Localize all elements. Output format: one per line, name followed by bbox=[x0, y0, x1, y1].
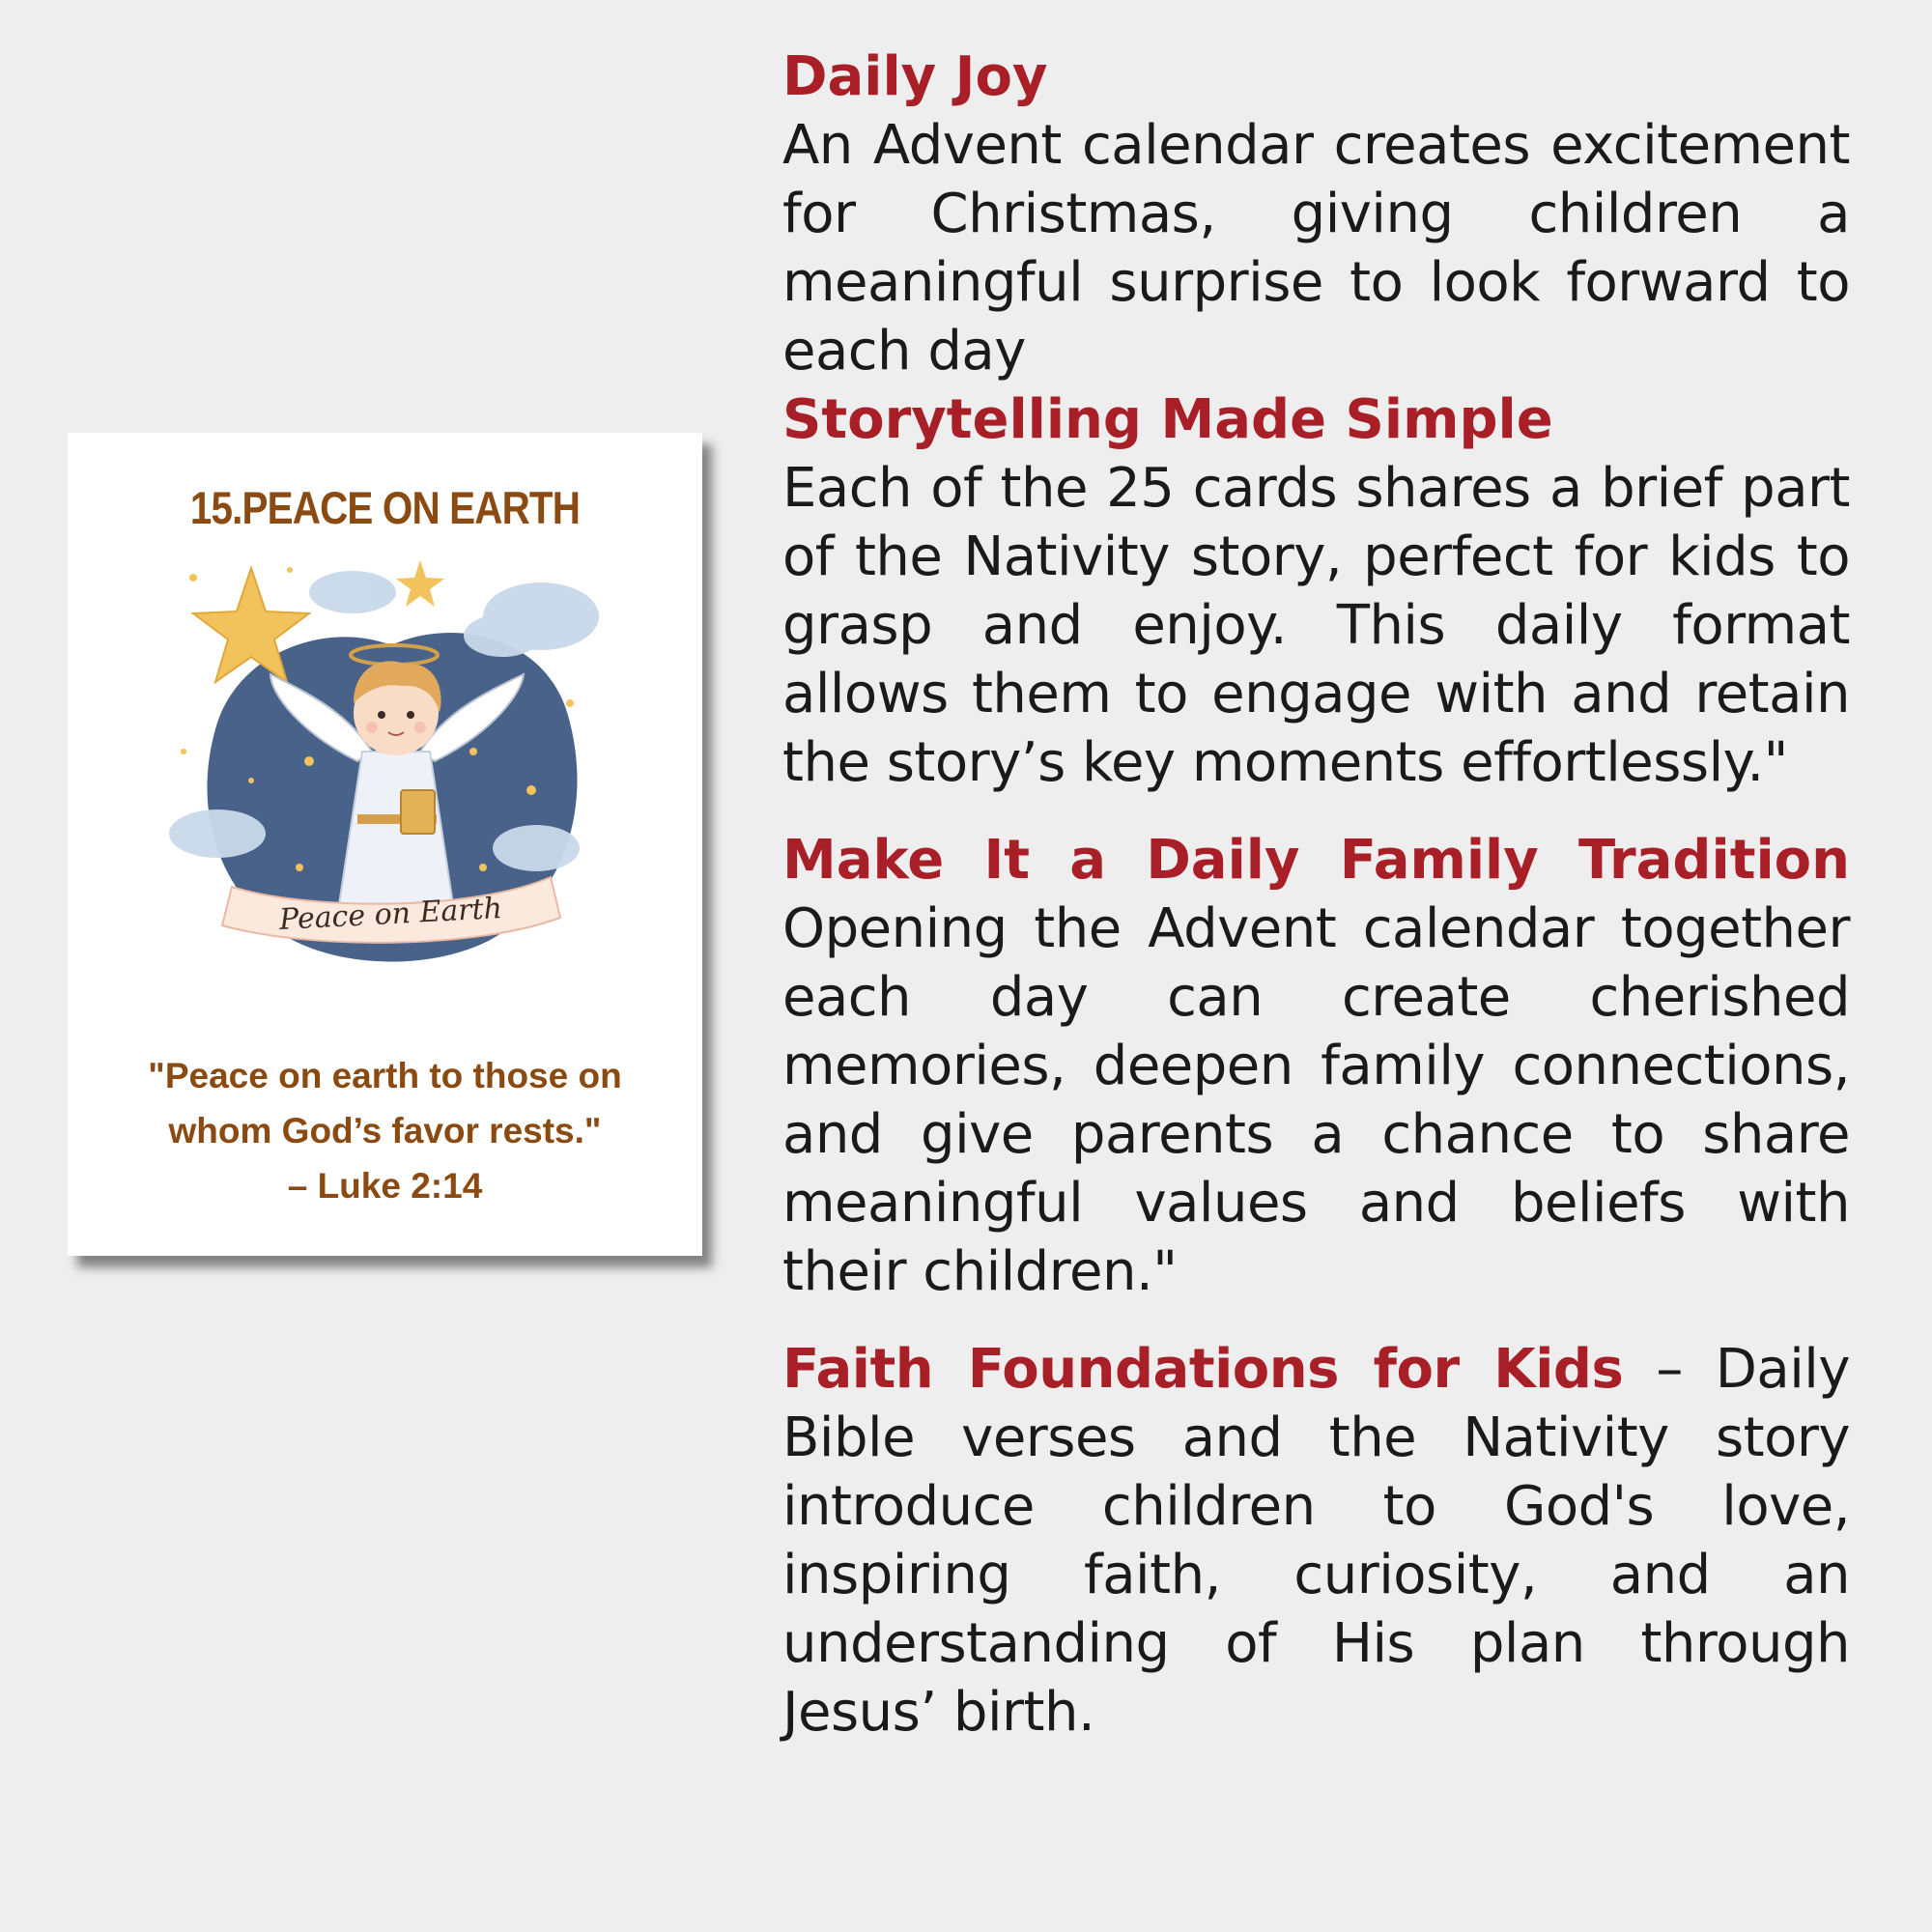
book-icon bbox=[401, 790, 435, 834]
section-body: Each of the 25 cards shares a brief part of the Nativity story, perfect for kids to grasp and enjoy. This daily format allows them to engage with and retain the story’s key moments effortlessly." bbox=[782, 457, 1850, 794]
benefits-text bbox=[782, 43, 1850, 1747]
banner-text: Peace on Earth bbox=[278, 891, 503, 938]
angel-illustration bbox=[164, 558, 618, 983]
card-quote bbox=[87, 1048, 683, 1213]
section-storytelling bbox=[782, 385, 1850, 797]
section-heading: Make It a Daily Family Tradition bbox=[782, 829, 1850, 892]
section-paragraph bbox=[782, 1335, 1850, 1747]
section-heading: Daily Joy bbox=[782, 45, 1048, 108]
advent-card bbox=[68, 433, 702, 1256]
section-body: Opening the Advent calendar together each day can create cherished memories, deepen family connections, and give parents a chance to share meaningful values and beliefs with their children." bbox=[782, 897, 1850, 1303]
section-heading: Storytelling Made Simple bbox=[782, 388, 1553, 451]
section-body: – Daily Bible verses and the Nativity story introduce children to God's love, inspiring faith, curiosity, and an understanding of His plan through Jesus’ birth. bbox=[782, 1338, 1851, 1744]
quote-reference: – Luke 2:14 bbox=[287, 1166, 483, 1206]
card-title: 15.PEACE ON EARTH bbox=[189, 482, 581, 533]
small-star-icon bbox=[396, 560, 444, 607]
section-heading: Faith Foundations for Kids bbox=[782, 1338, 1624, 1401]
quote-line-2: whom God’s favor rests." bbox=[168, 1111, 602, 1151]
section-body: An Advent calendar creates excitement for Christmas, giving children a meaningful surprise to look forward to each day bbox=[782, 114, 1850, 383]
section-daily-joy bbox=[782, 43, 1850, 385]
quote-line-1: "Peace on earth to those on bbox=[148, 1056, 622, 1095]
section-faith-foundations bbox=[782, 1335, 1850, 1747]
section-family-tradition bbox=[782, 826, 1850, 1306]
